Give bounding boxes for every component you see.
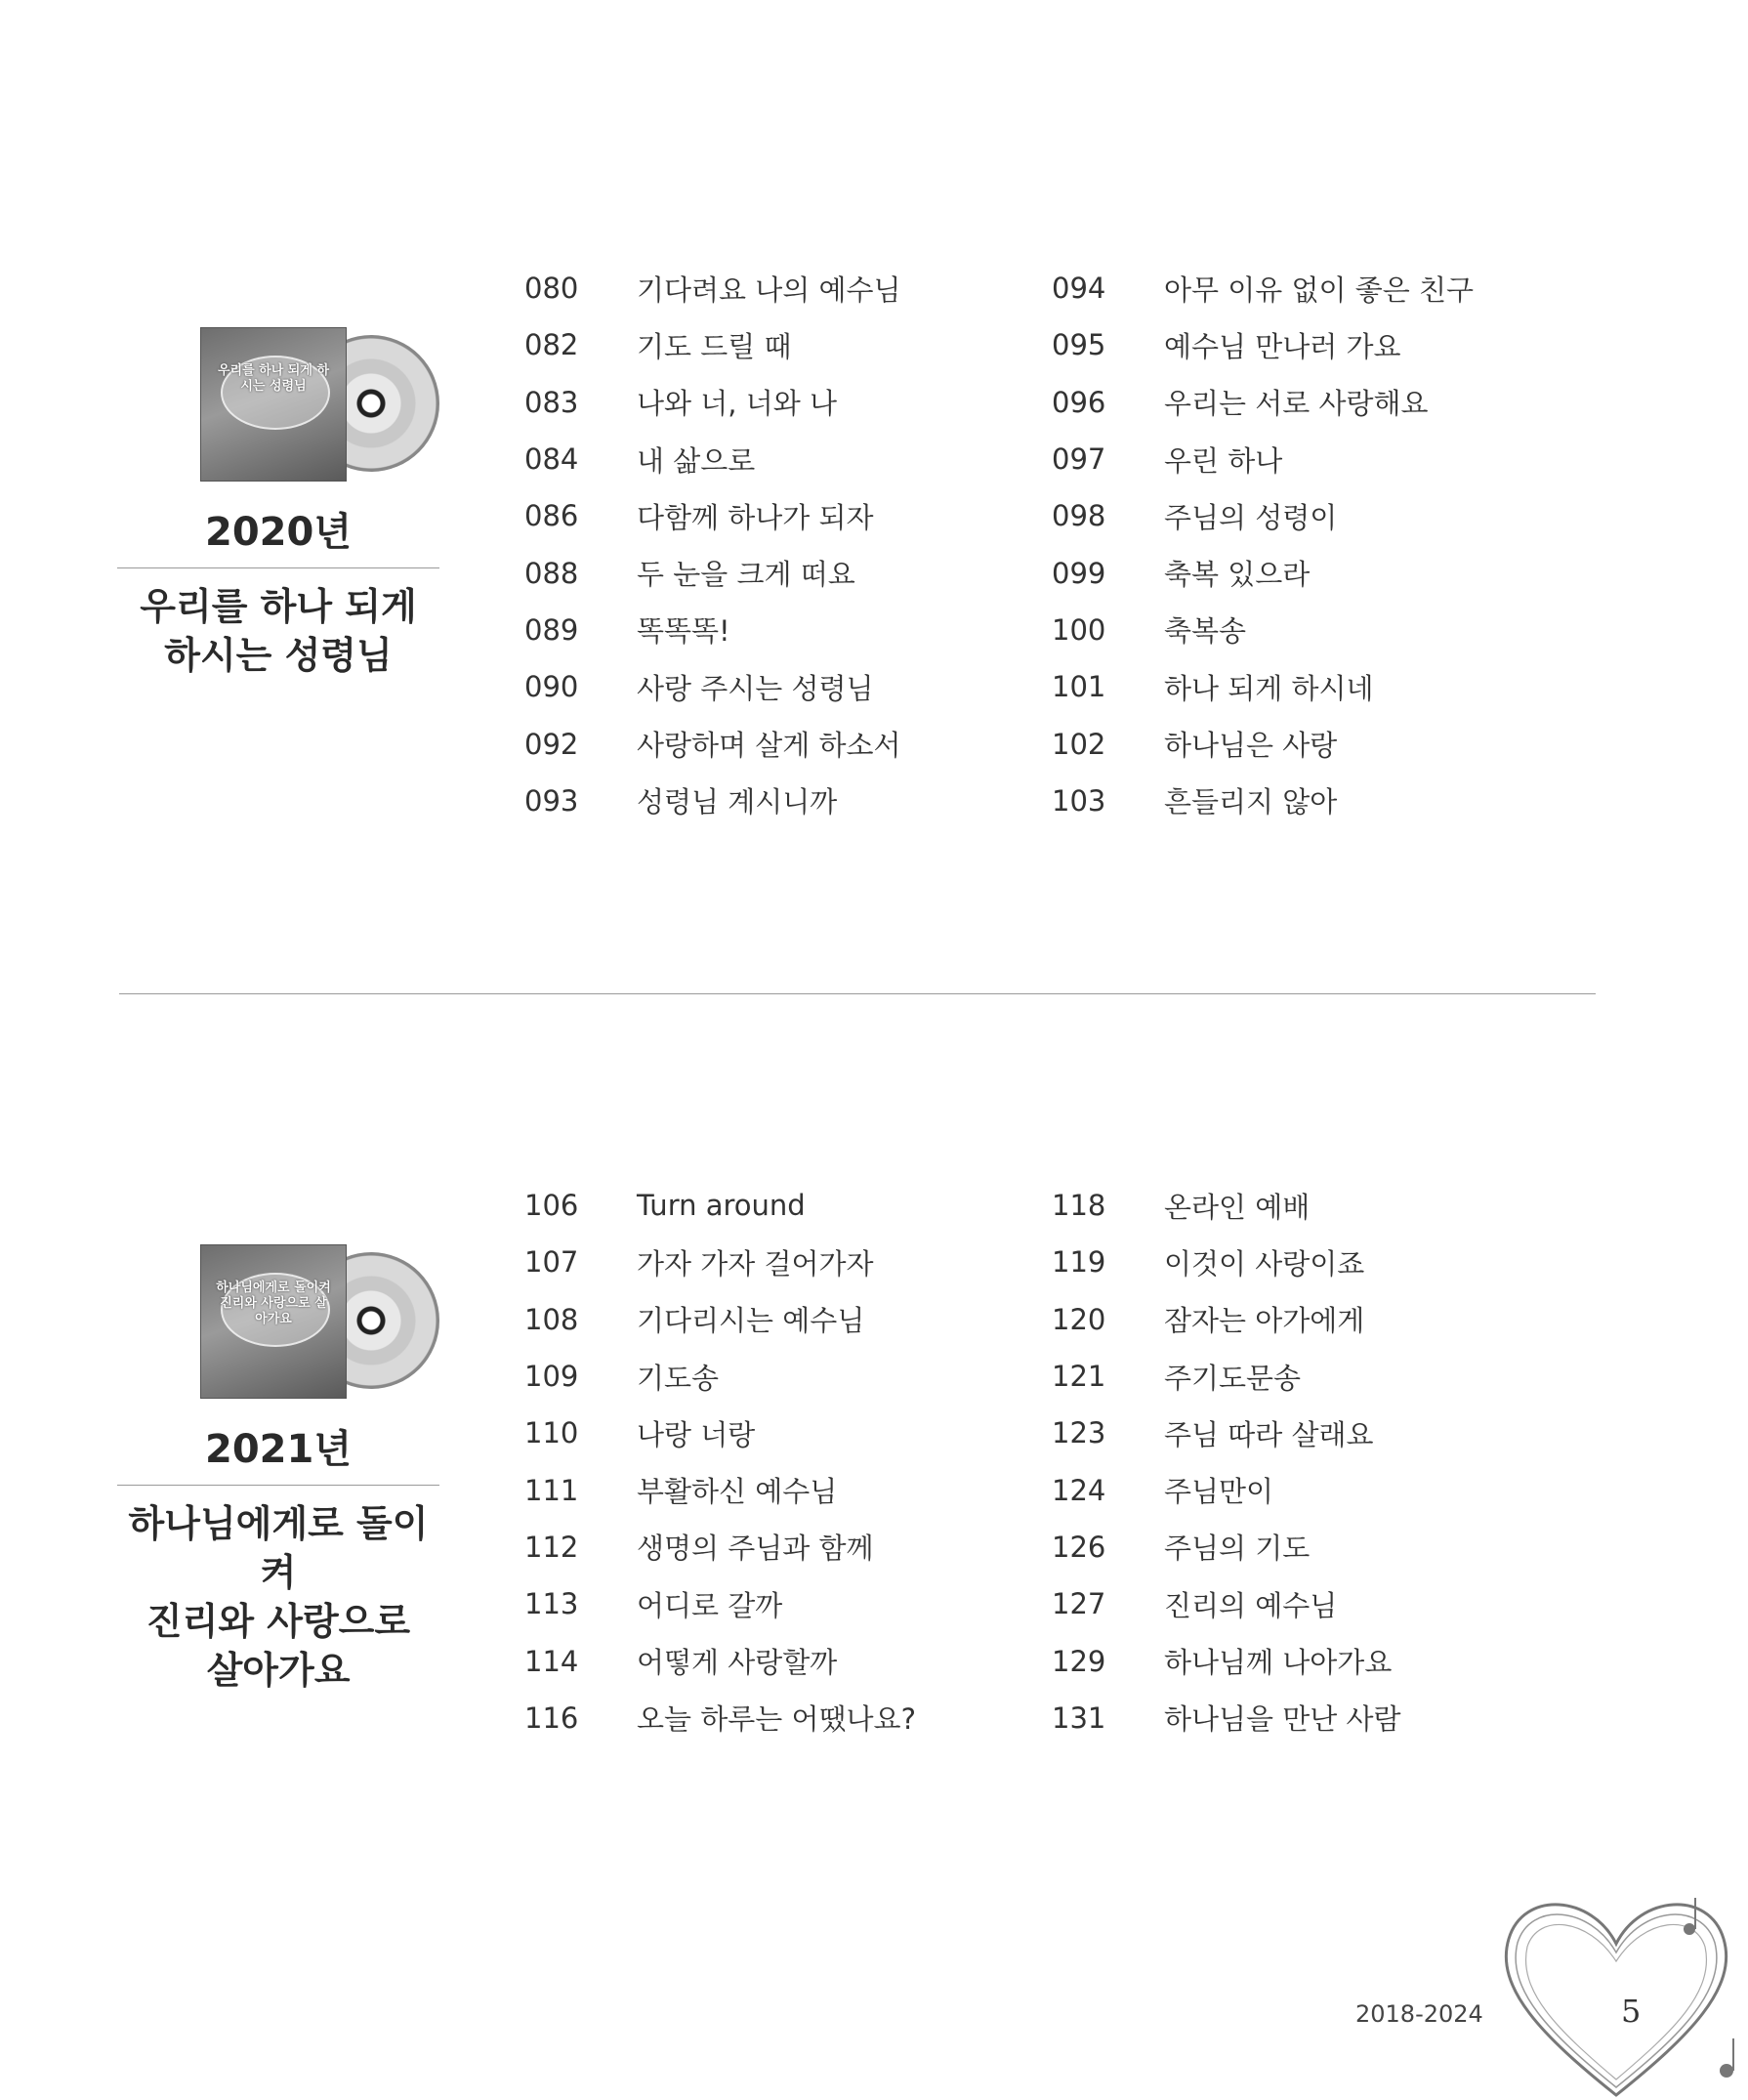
song-list-right xyxy=(1052,1177,1560,1746)
song-title: 이것이 사랑이죠 xyxy=(1164,1246,1365,1281)
song-title: 주님만이 xyxy=(1164,1475,1274,1509)
song-title: 사랑하며 살게 하소서 xyxy=(637,729,901,763)
song-number: 108 xyxy=(524,1302,579,1336)
song-number: 111 xyxy=(524,1473,579,1507)
song-number: 094 xyxy=(1052,272,1106,306)
song-title: 예수님 만나러 가요 xyxy=(1164,329,1401,363)
song-title: 우린 하나 xyxy=(1164,443,1283,478)
song-number: 110 xyxy=(524,1416,579,1450)
song-number: 100 xyxy=(1052,612,1106,647)
song-title: 하나 되게 하시네 xyxy=(1164,671,1374,705)
album-year: 2021년 xyxy=(117,1424,439,1486)
song-number: 124 xyxy=(1052,1473,1106,1507)
cover-title: 우리를 하나 되게 하시는 성령님 xyxy=(217,363,330,394)
song-title: 잠자는 아가에게 xyxy=(1164,1304,1365,1338)
song-number: 107 xyxy=(524,1245,579,1280)
album-2020 xyxy=(117,327,439,680)
song-number: 099 xyxy=(1052,556,1106,590)
song-title: 하나님을 만난 사람 xyxy=(1164,1702,1401,1737)
song-list-left xyxy=(524,260,1032,829)
song-number: 093 xyxy=(524,783,579,818)
section-divider xyxy=(119,993,1596,994)
song-number: 096 xyxy=(1052,385,1106,419)
list-item xyxy=(1052,316,1560,373)
song-number: 123 xyxy=(1052,1416,1106,1450)
album-title: 우리를 하나 되게 하시는 성령님 xyxy=(140,585,417,677)
song-number: 097 xyxy=(1052,442,1106,477)
album-art xyxy=(117,1244,439,1410)
song-number: 106 xyxy=(524,1189,579,1223)
song-title: 축복 있으라 xyxy=(1164,558,1311,592)
song-title: 가자 가자 걸어가자 xyxy=(637,1246,874,1281)
song-number: 102 xyxy=(1052,727,1106,761)
list-item xyxy=(524,1177,1032,1234)
album-cover-image xyxy=(200,327,347,482)
page-number: 5 xyxy=(1621,1993,1642,2030)
song-title: Turn around xyxy=(637,1189,806,1223)
album-year: 2020년 xyxy=(117,507,439,568)
song-title: 주님의 성령이 xyxy=(1164,500,1338,534)
list-item xyxy=(524,260,1032,316)
song-title: 어디로 갈까 xyxy=(637,1588,783,1622)
song-number: 084 xyxy=(524,442,579,477)
list-item xyxy=(524,1575,1032,1632)
song-number: 090 xyxy=(524,670,579,704)
list-item xyxy=(524,658,1032,715)
list-item xyxy=(1052,1461,1560,1518)
song-number: 114 xyxy=(524,1644,579,1678)
list-item xyxy=(524,1461,1032,1518)
song-number: 089 xyxy=(524,612,579,647)
list-item xyxy=(1052,602,1560,658)
song-title: 기도 드릴 때 xyxy=(637,329,792,363)
song-list-right xyxy=(1052,260,1560,829)
song-number: 086 xyxy=(524,499,579,533)
list-item xyxy=(1052,487,1560,544)
song-title: 성령님 계시니까 xyxy=(637,785,838,819)
song-number: 127 xyxy=(1052,1587,1106,1621)
album-2021 xyxy=(117,1244,439,1695)
song-title: 두 눈을 크게 떠요 xyxy=(637,558,855,592)
song-number: 118 xyxy=(1052,1189,1106,1223)
song-number: 120 xyxy=(1052,1302,1106,1336)
list-item xyxy=(524,1519,1032,1575)
list-item xyxy=(1052,1632,1560,1689)
song-title: 다함께 하나가 되자 xyxy=(637,500,874,534)
list-item xyxy=(524,1405,1032,1461)
song-title: 주님 따라 살래요 xyxy=(1164,1417,1374,1451)
song-number: 112 xyxy=(524,1530,579,1564)
list-item xyxy=(1052,1234,1560,1290)
album-art xyxy=(117,327,439,493)
song-title: 생명의 주님과 함께 xyxy=(637,1532,874,1566)
list-item xyxy=(1052,260,1560,316)
list-item xyxy=(524,431,1032,487)
list-item xyxy=(1052,1291,1560,1348)
song-number: 095 xyxy=(1052,328,1106,362)
song-title: 하나님은 사랑 xyxy=(1164,729,1338,763)
song-title: 어떻게 사랑할까 xyxy=(637,1646,838,1680)
list-item xyxy=(1052,658,1560,715)
song-number: 116 xyxy=(524,1701,579,1735)
song-number: 098 xyxy=(1052,499,1106,533)
song-number: 082 xyxy=(524,328,579,362)
song-title: 주님의 기도 xyxy=(1164,1532,1311,1566)
song-number: 080 xyxy=(524,272,579,306)
heart-music-icon xyxy=(1484,1870,1748,2100)
song-title: 똑똑똑! xyxy=(637,614,730,649)
list-item xyxy=(1052,1405,1560,1461)
song-title: 주기도문송 xyxy=(1164,1361,1302,1395)
list-item xyxy=(1052,1177,1560,1234)
list-item xyxy=(524,487,1032,544)
song-title: 오늘 하루는 어땠나요? xyxy=(637,1702,916,1737)
album-cover-image xyxy=(200,1244,347,1399)
song-number: 088 xyxy=(524,556,579,590)
song-number: 131 xyxy=(1052,1701,1106,1735)
list-item xyxy=(1052,1575,1560,1632)
list-item xyxy=(524,773,1032,829)
song-title: 흔들리지 않아 xyxy=(1164,785,1338,819)
list-item xyxy=(524,1348,1032,1405)
footer-year-range: 2018-2024 xyxy=(1355,2000,1483,2028)
list-item xyxy=(524,374,1032,431)
cover-title: 하나님에게로 돌이켜 진리와 사랑으로 살아가요 xyxy=(216,1281,331,1326)
song-title: 나와 너, 너와 나 xyxy=(637,387,837,421)
song-number: 101 xyxy=(1052,670,1106,704)
list-item xyxy=(524,316,1032,373)
song-title: 사랑 주시는 성령님 xyxy=(637,671,874,705)
song-title: 기다려요 나의 예수님 xyxy=(637,273,901,307)
song-title: 부활하신 예수님 xyxy=(637,1475,838,1509)
list-item xyxy=(524,1632,1032,1689)
song-title: 나랑 너랑 xyxy=(637,1417,756,1451)
list-item xyxy=(524,602,1032,658)
song-number: 119 xyxy=(1052,1245,1106,1280)
list-item xyxy=(1052,1519,1560,1575)
song-title: 우리는 서로 사랑해요 xyxy=(1164,387,1429,421)
song-title: 내 삶으로 xyxy=(637,443,756,478)
list-item xyxy=(1052,1690,1560,1746)
list-item xyxy=(1052,773,1560,829)
song-title: 기다리시는 예수님 xyxy=(637,1304,865,1338)
song-number: 092 xyxy=(524,727,579,761)
song-number: 083 xyxy=(524,385,579,419)
song-number: 129 xyxy=(1052,1644,1106,1678)
list-item xyxy=(524,1234,1032,1290)
song-title: 진리의 예수님 xyxy=(1164,1588,1338,1622)
song-list-left xyxy=(524,1177,1032,1746)
song-number: 113 xyxy=(524,1587,579,1621)
list-item xyxy=(1052,715,1560,772)
song-number: 109 xyxy=(524,1360,579,1394)
song-number: 121 xyxy=(1052,1360,1106,1394)
song-title: 하나님께 나아가요 xyxy=(1164,1646,1393,1680)
list-item xyxy=(524,715,1032,772)
list-item xyxy=(1052,1348,1560,1405)
list-item xyxy=(1052,374,1560,431)
song-number: 103 xyxy=(1052,783,1106,818)
song-number: 126 xyxy=(1052,1530,1106,1564)
list-item xyxy=(1052,431,1560,487)
list-item xyxy=(524,1690,1032,1746)
album-title: 하나님에게로 돌이켜 진리와 사랑으로 살아가요 xyxy=(128,1502,429,1692)
song-title: 온라인 예배 xyxy=(1164,1190,1311,1224)
list-item xyxy=(524,544,1032,601)
song-title: 축복송 xyxy=(1164,614,1247,649)
list-item xyxy=(1052,544,1560,601)
song-title: 아무 이유 없이 좋은 친구 xyxy=(1164,273,1475,307)
song-title: 기도송 xyxy=(637,1361,720,1395)
list-item xyxy=(524,1291,1032,1348)
